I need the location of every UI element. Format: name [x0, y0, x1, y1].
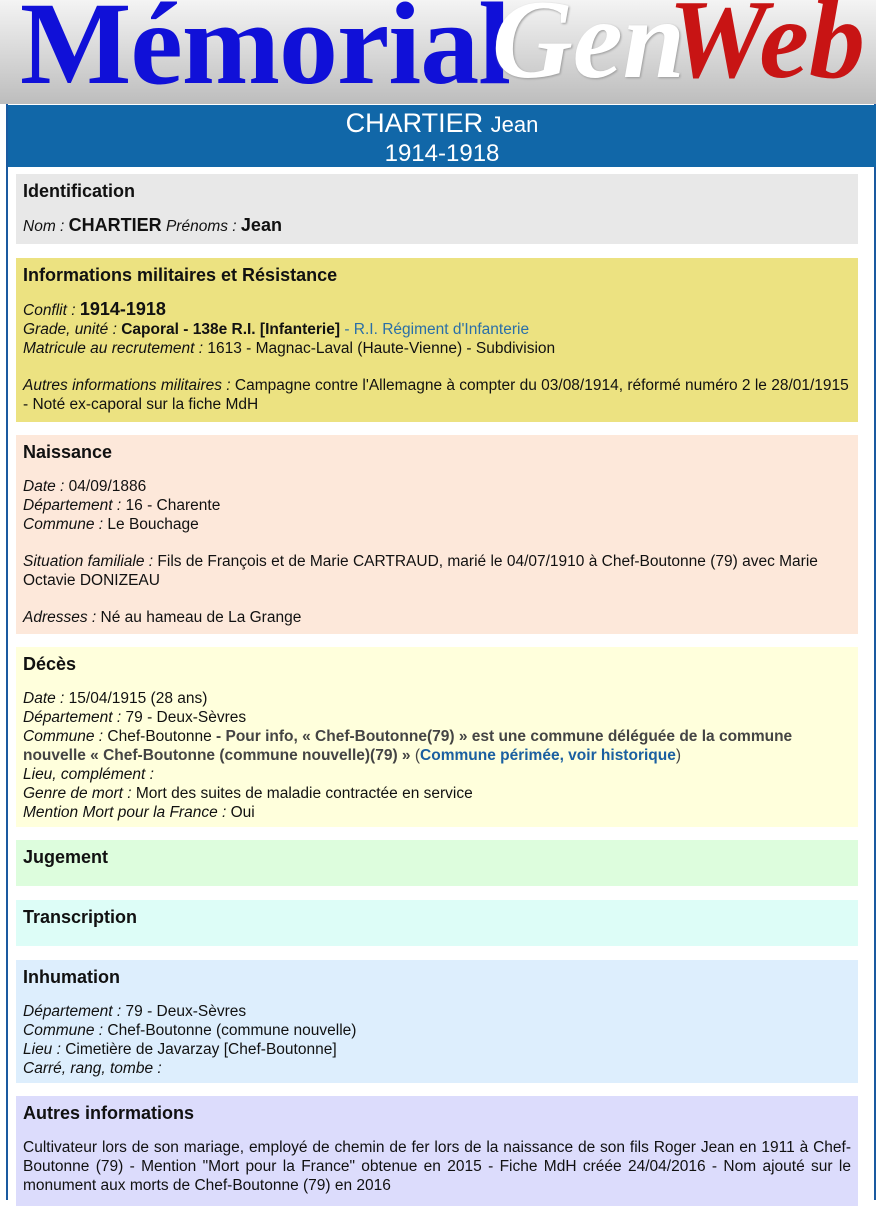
mention-line: Mention Mort pour la France : Oui	[23, 804, 255, 821]
date-value: 04/09/1886	[68, 478, 147, 495]
conflit-value: 1914-1918	[79, 299, 166, 319]
field-label: Lieu	[23, 1041, 53, 1058]
death-section	[16, 647, 858, 827]
date-line: Date : 15/04/1915 (28 ans)	[23, 690, 208, 707]
lieu-value: Cimetière de Javarzay [Chef-Boutonne]	[65, 1041, 337, 1058]
commune-history-link[interactable]: Commune périmée, voir historique	[420, 747, 676, 764]
field-label: Carré, rang, tombe	[23, 1060, 154, 1077]
other-info-section	[16, 1096, 858, 1206]
field-label: Situation familiale	[23, 553, 145, 570]
matricule-line: Matricule au recrutement : 1613 - Magnac-Laval (Haute-Vienne) - Subdivision	[23, 340, 556, 357]
adresses-value: Né au hameau de La Grange	[100, 609, 302, 626]
conflit-line: Conflit : 1914-1918	[23, 299, 166, 319]
departement-line: Département : 79 - Deux-Sèvres	[23, 709, 247, 726]
commune-info: - Pour info, « Chef-Boutonne(79) » est une commune déléguée de la commune nouvelle « Chef-Boutonne (commune nouvelle)(79) »	[23, 728, 793, 764]
field-label: Grade, unité	[23, 321, 109, 338]
situation-line: Situation familiale : Fils de François et de Marie CARTRAUD, marié le 04/07/1910 à Chef-Boutonne (79) avec Marie Octavie DONIZEAU	[23, 553, 818, 589]
section-title: Autres informations	[23, 1103, 195, 1123]
field-label: Commune	[23, 1022, 95, 1039]
field-label: Date	[23, 478, 56, 495]
commune-value: Chef-Boutonne	[107, 728, 212, 745]
logo-text-web: Web	[668, 0, 865, 102]
carre-line: Carré, rang, tombe :	[23, 1060, 162, 1077]
field-label: Matricule au recrutement	[23, 340, 195, 357]
other-info-text: Cultivateur lors de son mariage, employé de chemin de fer lors de la naissance de son fils Roger Jean en 1911 à Chef-Boutonne (79) - Mention "Mort pour la France" obtenue en 2015 - Fiche MdH créée 24/04/2016 - Nom ajouté sur le monument aux morts de Chef-Boutonne (79) en 2016	[23, 1139, 851, 1194]
date-value: 15/04/1915 (28 ans)	[68, 690, 208, 707]
military-section	[16, 258, 858, 422]
matricule-value: 1613 - Magnac-Laval (Haute-Vienne) - Subdivision	[207, 340, 556, 357]
section-title: Naissance	[23, 442, 113, 462]
field-label: Conflit	[23, 302, 67, 319]
site-logo[interactable]	[0, 0, 876, 104]
date-line: Date : 04/09/1886	[23, 478, 147, 495]
period: 1914-1918	[384, 140, 500, 167]
logo-text-gen: Gen	[492, 0, 685, 102]
lieu-line: Lieu : Cimetière de Javarzay [Chef-Boutonne]	[23, 1041, 337, 1058]
page-header	[8, 105, 876, 167]
field-label: Genre de mort	[23, 785, 123, 802]
autres-militaires-value: Campagne contre l'Allemagne à compter du 03/08/1914, réformé numéro 2 le 28/01/1915 - Noté ex-caporal sur la fiche MdH	[23, 377, 849, 413]
autres-militaires-line: Autres informations militaires : Campagne contre l'Allemagne à compter du 03/08/1914, réformé numéro 2 le 28/01/1915 - Noté ex-caporal sur la fiche MdH	[23, 377, 849, 413]
section-title: Identification	[23, 181, 135, 201]
adresses-line: Adresses : Né au hameau de La Grange	[23, 609, 302, 626]
departement-line: Département : 16 - Charente	[23, 497, 221, 514]
section-title: Jugement	[23, 847, 109, 867]
commune-value: Le Bouchage	[107, 516, 199, 533]
field-label: Lieu, complément	[23, 766, 146, 783]
person-name	[8, 108, 876, 139]
field-label: Nom	[23, 218, 56, 235]
departement-value: 79 - Deux-Sèvres	[125, 709, 247, 726]
departement-value: 79 - Deux-Sèvres	[125, 1003, 247, 1020]
genre-value: Mort des suites de maladie contractée en service	[135, 785, 473, 802]
burial-section	[16, 960, 858, 1083]
situation-value: Fils de François et de Marie CARTRAUD, marié le 04/07/1910 à Chef-Boutonne (79) avec Marie Octavie DONIZEAU	[23, 553, 818, 589]
identification-section	[16, 174, 858, 244]
field-label: Département	[23, 709, 113, 726]
lieu-line: Lieu, complément :	[23, 766, 154, 783]
logo-text-memorial: Mémorial	[20, 0, 510, 104]
departement-line: Département : 79 - Deux-Sèvres	[23, 1003, 247, 1020]
first-name: Jean	[490, 112, 539, 137]
section-title: Décès	[23, 654, 77, 674]
section-title: Transcription	[23, 907, 138, 927]
field-label: Département	[23, 1003, 113, 1020]
birth-section	[16, 435, 858, 634]
field-label: Commune	[23, 728, 95, 745]
field-label: Adresses	[23, 609, 88, 626]
section-title: Informations militaires et Résistance	[23, 265, 338, 285]
last-name: CHARTIER	[345, 108, 484, 138]
transcription-section	[16, 900, 858, 946]
identity-line: Nom : CHARTIER Prénoms : Jean	[23, 215, 282, 235]
field-label: Autres informations militaires	[23, 377, 222, 394]
commune-line: Commune : Le Bouchage	[23, 516, 199, 533]
nom-value: CHARTIER	[68, 215, 162, 235]
genre-line: Genre de mort : Mort des suites de maladie contractée en service	[23, 785, 473, 802]
prenoms-value: Jean	[240, 215, 282, 235]
field-label: Prénoms	[165, 218, 228, 235]
commune-value: Chef-Boutonne (commune nouvelle)	[107, 1022, 357, 1039]
regiment-link[interactable]: - R.I. Régiment d'Infanterie	[340, 321, 530, 338]
field-label: Commune	[23, 516, 95, 533]
grade-value: Caporal - 138e R.I. [Infanterie]	[121, 321, 341, 338]
grade-line: Grade, unité : Caporal - 138e R.I. [Infanterie] - R.I. Régiment d'Infanterie	[23, 321, 530, 338]
field-label: Département	[23, 497, 113, 514]
mention-value: Oui	[230, 804, 255, 821]
departement-value: 16 - Charente	[125, 497, 221, 514]
section-title: Inhumation	[23, 967, 120, 987]
judgment-section	[16, 840, 858, 886]
commune-line: Commune : Chef-Boutonne - Pour info, « Chef-Boutonne(79) » est une commune déléguée de la commune nouvelle « Chef-Boutonne (commune nouvelle)(79) » (Commune périmée, voir historique)	[23, 728, 793, 764]
commune-line: Commune : Chef-Boutonne (commune nouvelle)	[23, 1022, 357, 1039]
field-label: Date	[23, 690, 56, 707]
field-label: Mention Mort pour la France	[23, 804, 218, 821]
